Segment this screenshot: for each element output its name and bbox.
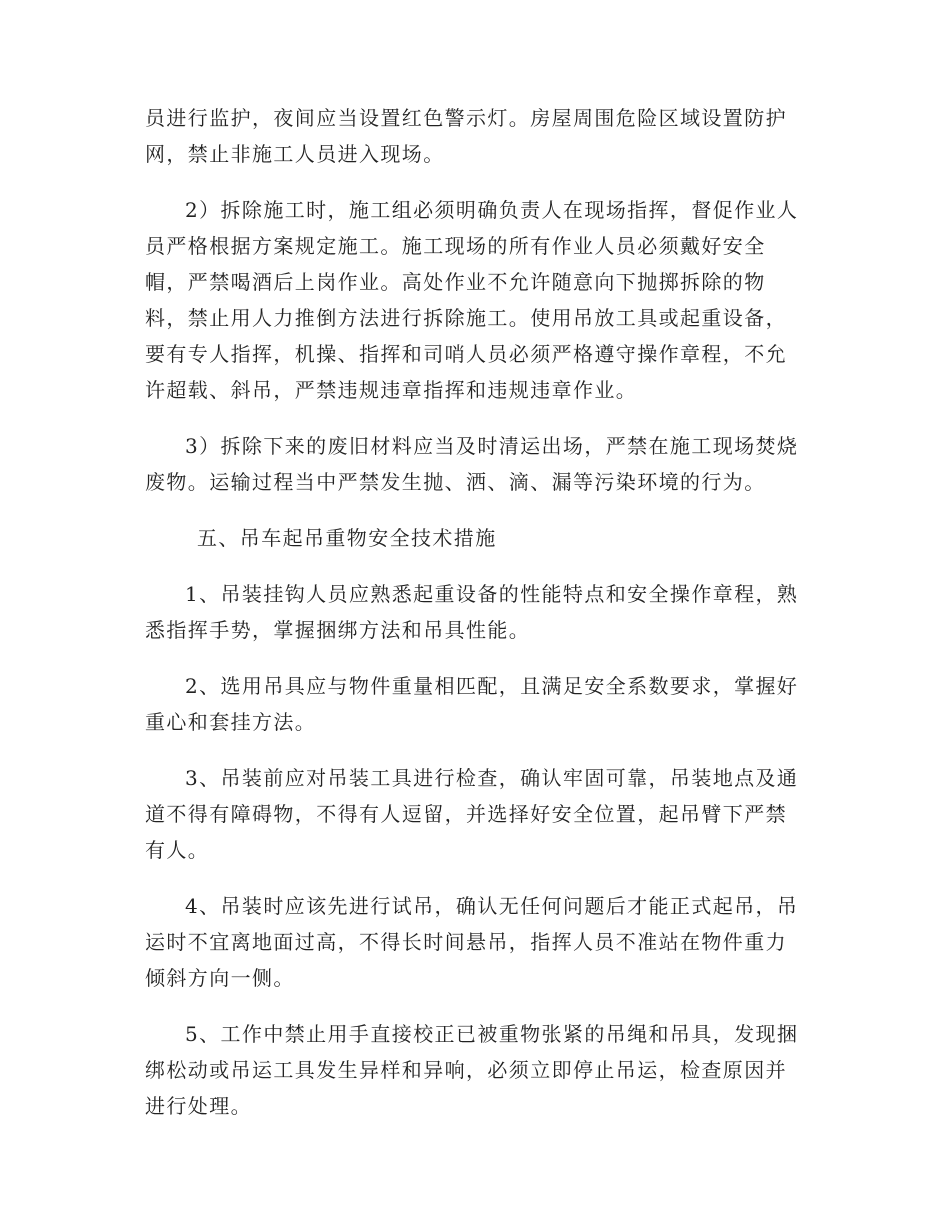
text-line: 3）拆除下来的废旧材料应当及时清运出场，严禁在施工现场焚烧 — [185, 434, 799, 458]
text-line: 员进行监护，夜间应当设置红色警示灯。房屋周围危险区域设置防护 — [145, 106, 787, 130]
text-line: 道不得有障碍物，不得有人逗留，并选择好安全位置，起吊臂下严禁 — [145, 802, 787, 826]
text-line: 有人。 — [145, 838, 210, 862]
text-line: 进行处理。 — [145, 1094, 252, 1118]
paragraph-step-2 — [145, 668, 810, 740]
text-line: 员严格根据方案规定施工。施工现场的所有作业人员必须戴好安全 — [145, 234, 766, 258]
paragraph-step-1 — [145, 576, 810, 648]
text-line: 网，禁止非施工人员进入现场。 — [145, 142, 445, 166]
paragraph-continuation — [145, 100, 810, 172]
text-line: 2、选用吊具应与物件重量相匹配，且满足安全系数要求，掌握好 — [185, 674, 799, 698]
text-line: 要有专人指挥，机操、指挥和司哨人员必须严格遵守操作章程，不允 — [145, 342, 787, 366]
text-line: 1、吊装挂钩人员应熟悉起重设备的性能特点和安全操作章程，熟 — [185, 582, 799, 606]
text-line: 2）拆除施工时，施工组必须明确负责人在现场指挥，督促作业人 — [185, 198, 799, 222]
text-line: 倾斜方向一侧。 — [145, 966, 295, 990]
text-line: 料，禁止用人力推倒方法进行拆除施工。使用吊放工具或起重设备， — [145, 306, 787, 330]
section-heading — [145, 520, 810, 556]
paragraph-item-3 — [145, 428, 810, 500]
text-line: 运时不宜离地面过高，不得长时间悬吊，指挥人员不准站在物件重力 — [145, 930, 787, 954]
text-line: 5、工作中禁止用手直接校正已被重物张紧的吊绳和吊具，发现捆 — [185, 1022, 799, 1046]
text-line: 废物。运输过程当中严禁发生抛、洒、滴、漏等污染环境的行为。 — [145, 470, 766, 494]
paragraph-step-4 — [145, 888, 810, 996]
paragraph-step-5 — [145, 1016, 810, 1124]
paragraph-item-2 — [145, 192, 810, 408]
text-line: 许超载、斜吊，严禁违规违章指挥和违规违章作业。 — [145, 378, 638, 402]
text-line: 绑松动或吊运工具发生异样和异响，必须立即停止吊运，检查原因并 — [145, 1058, 787, 1082]
text-line: 帽，严禁喝酒后上岗作业。高处作业不允许随意向下抛掷拆除的物 — [145, 270, 766, 294]
text-line: 4、吊装时应该先进行试吊，确认无任何问题后才能正式起吊，吊 — [185, 894, 799, 918]
section-heading-text: 五、吊车起吊重物安全技术措施 — [197, 526, 497, 550]
paragraph-step-3 — [145, 760, 810, 868]
document-body — [145, 100, 810, 1124]
text-line: 悉指挥手势，掌握捆绑方法和吊具性能。 — [145, 618, 531, 642]
text-line: 3、吊装前应对吊装工具进行检查，确认牢固可靠，吊装地点及通 — [185, 766, 799, 790]
text-line: 重心和套挂方法。 — [145, 710, 317, 734]
